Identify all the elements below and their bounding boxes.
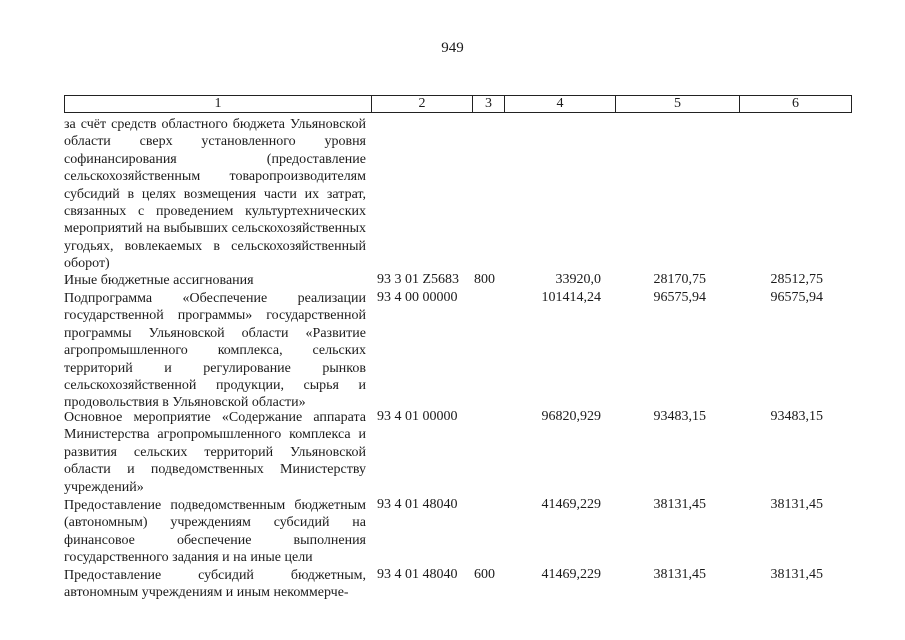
row-description: Предоставление подведомственным бюджетным (автономным) учреждениям субсидий на финансовое обеспечение выполнения государственного задания и на иные цели <box>64 498 366 566</box>
row-description: Предоставление субсидий бюджетным, автономным учреждениям и иным некоммерче- <box>64 568 366 601</box>
column-header-5: 5 <box>615 96 739 112</box>
row-value-col4: 33920,0 <box>555 272 601 287</box>
row-expense-type: 800 <box>474 272 495 287</box>
column-header-3: 3 <box>472 96 504 112</box>
row-value-col6: 38131,45 <box>770 497 823 512</box>
column-header-1: 1 <box>214 96 222 111</box>
row-value-col5: 28170,75 <box>653 272 706 287</box>
row-value-col4: 41469,229 <box>541 497 601 512</box>
row-code: 93 4 00 00000 <box>377 290 458 305</box>
row-code: 93 3 01 Z5683 <box>377 272 460 287</box>
row-code: 93 4 01 00000 <box>377 409 458 424</box>
row-value-col4: 101414,24 <box>541 290 601 305</box>
row-value-col5: 96575,94 <box>653 290 706 305</box>
row-code: 93 4 01 48040 <box>377 567 458 582</box>
column-header-2: 2 <box>371 96 472 112</box>
row-code: 93 4 01 48040 <box>377 497 458 512</box>
row-description: за счёт средств областного бюджета Ульяновской области сверх установленного уровня софинансирования (предоставление сельскохозяйственным товаропроизводителям субсидий в целях возмещения части их затрат, связанных с проведением культуртехнических мероприятий на выбывших сельскохозяйственных угодьях, вовлекаемых в сельскохозяйственный оборот) <box>64 117 366 272</box>
row-description: Основное мероприятие «Содержание аппарата Министерства агропромышленного комплекса и развития сельских территорий Ульяновской области и подведомственных Министерству учреждений» <box>64 410 366 495</box>
page-number: 949 <box>441 40 464 56</box>
row-value-col5: 93483,15 <box>653 409 706 424</box>
column-header-6: 6 <box>739 96 851 112</box>
row-expense-type: 600 <box>474 567 495 582</box>
row-value-col6: 38131,45 <box>770 567 823 582</box>
table-header <box>64 95 852 113</box>
row-description: Иные бюджетные ассигнования <box>64 273 254 288</box>
row-value-col6: 96575,94 <box>770 290 823 305</box>
row-value-col5: 38131,45 <box>653 497 706 512</box>
row-value-col6: 28512,75 <box>770 272 823 287</box>
row-description: Подпрограмма «Обеспечение реализации государственной программы» государственной программы Ульяновской области «Развитие агропромышленного комплекса, сельских территорий и регулирование рынков сельскохозяйственной продукции, сырья и продовольствия в Ульяновской области» <box>64 291 366 411</box>
row-value-col4: 41469,229 <box>541 567 601 582</box>
row-value-col4: 96820,929 <box>541 409 601 424</box>
row-value-col5: 38131,45 <box>653 567 706 582</box>
row-value-col6: 93483,15 <box>770 409 823 424</box>
column-header-4: 4 <box>504 96 615 112</box>
